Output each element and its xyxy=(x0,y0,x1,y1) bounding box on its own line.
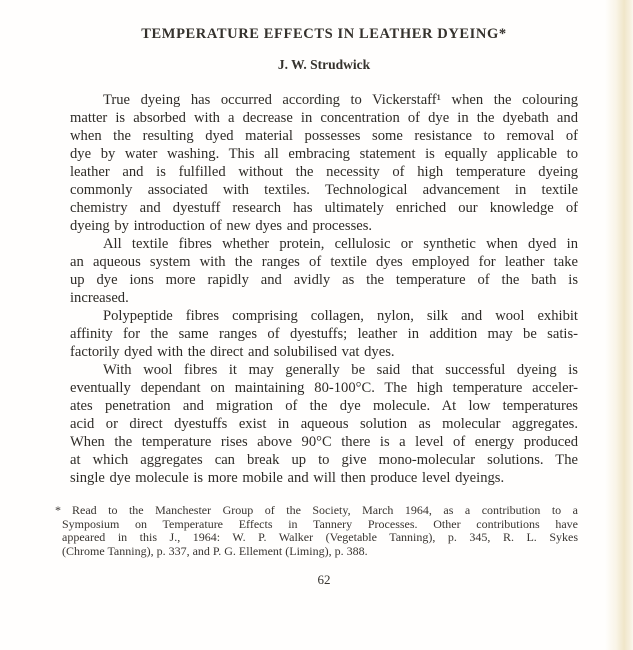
text-line: With wool fibres it may generally be said that successful dyeing is xyxy=(103,362,578,378)
page-edge-shadow xyxy=(605,0,633,650)
text-line: affinity for the same ranges of dyestuffs; leather in addition may be satis- xyxy=(70,326,578,342)
text-line: acid or direct dyestuffs exist in aqueous solution as molecular aggregates. xyxy=(70,416,578,432)
page-number: 62 xyxy=(317,572,331,588)
text-line: single dye molecule is more mobile and will then produce level dyeings. xyxy=(70,470,505,486)
text-line: dye by water washing. This all embracing statement is equally applicable to xyxy=(70,146,578,162)
footnote-marker: * xyxy=(55,503,61,517)
text-line: increased. xyxy=(70,290,129,306)
article-body xyxy=(70,91,578,487)
text-line: Polypeptide fibres comprising collagen, nylon, silk and wool exhibit xyxy=(103,308,578,324)
text-line: True dyeing has occurred according to Vickerstaff¹ when the colouring xyxy=(103,92,578,108)
footnote xyxy=(55,503,578,558)
text-line: at which aggregates can break up to give mono-molecular solutions. The xyxy=(70,452,578,468)
text-line: All textile fibres whether protein, cellulosic or synthetic when dyed in xyxy=(103,236,578,252)
text-line: an aqueous system with the ranges of textile dyes employed for leather take xyxy=(70,254,578,270)
footnote-line: appeared in this J., 1964: W. P. Walker (Vegetable Tanning), p. 345, R. L. Sykes xyxy=(62,530,578,545)
text-line: leather and is fulfilled without the necessity of high temperature dyeing xyxy=(70,164,578,180)
footnote-line: Symposium on Temperature Effects in Tannery Processes. Other contributions have xyxy=(62,516,578,531)
text-line: when the resulting dyed material possesses some resistance to removal of xyxy=(70,128,578,144)
text-line: matter is absorbed with a decrease in concentration of dye in the dyebath and xyxy=(70,110,578,126)
footnote-line: Read to the Manchester Group of the Society, March 1964, as a contribution to a xyxy=(72,503,578,517)
text-line: When the temperature rises above 90°C there is a level of energy produced xyxy=(70,434,578,450)
footnote-line: (Chrome Tanning), p. 337, and P. G. Ellement (Liming), p. 388. xyxy=(62,543,368,558)
paragraph xyxy=(70,361,578,487)
paragraph xyxy=(70,235,578,307)
text-line: up dye ions more rapidly and avidly as the temperature of the bath is xyxy=(70,272,578,288)
author-name: J. W. Strudwick xyxy=(277,57,371,72)
paragraph xyxy=(70,91,578,235)
text-line: dyeing by introduction of new dyes and processes. xyxy=(70,218,373,234)
article-content xyxy=(55,0,578,588)
text-line: commonly associated with textiles. Technological advancement in textile xyxy=(70,182,578,198)
text-line: chemistry and dyestuff research has ultimately enriched our knowledge of xyxy=(70,200,578,216)
page-title: TEMPERATURE EFFECTS IN LEATHER DYEING* xyxy=(141,26,507,42)
text-line: ates penetration and migration of the dye molecule. At low temperatures xyxy=(70,398,578,414)
text-line: factorily dyed with the direct and solubilised vat dyes. xyxy=(70,344,395,360)
paragraph xyxy=(70,307,578,361)
text-line: eventually dependant on maintaining 80-100°C. The high temperature acceler- xyxy=(70,380,578,396)
